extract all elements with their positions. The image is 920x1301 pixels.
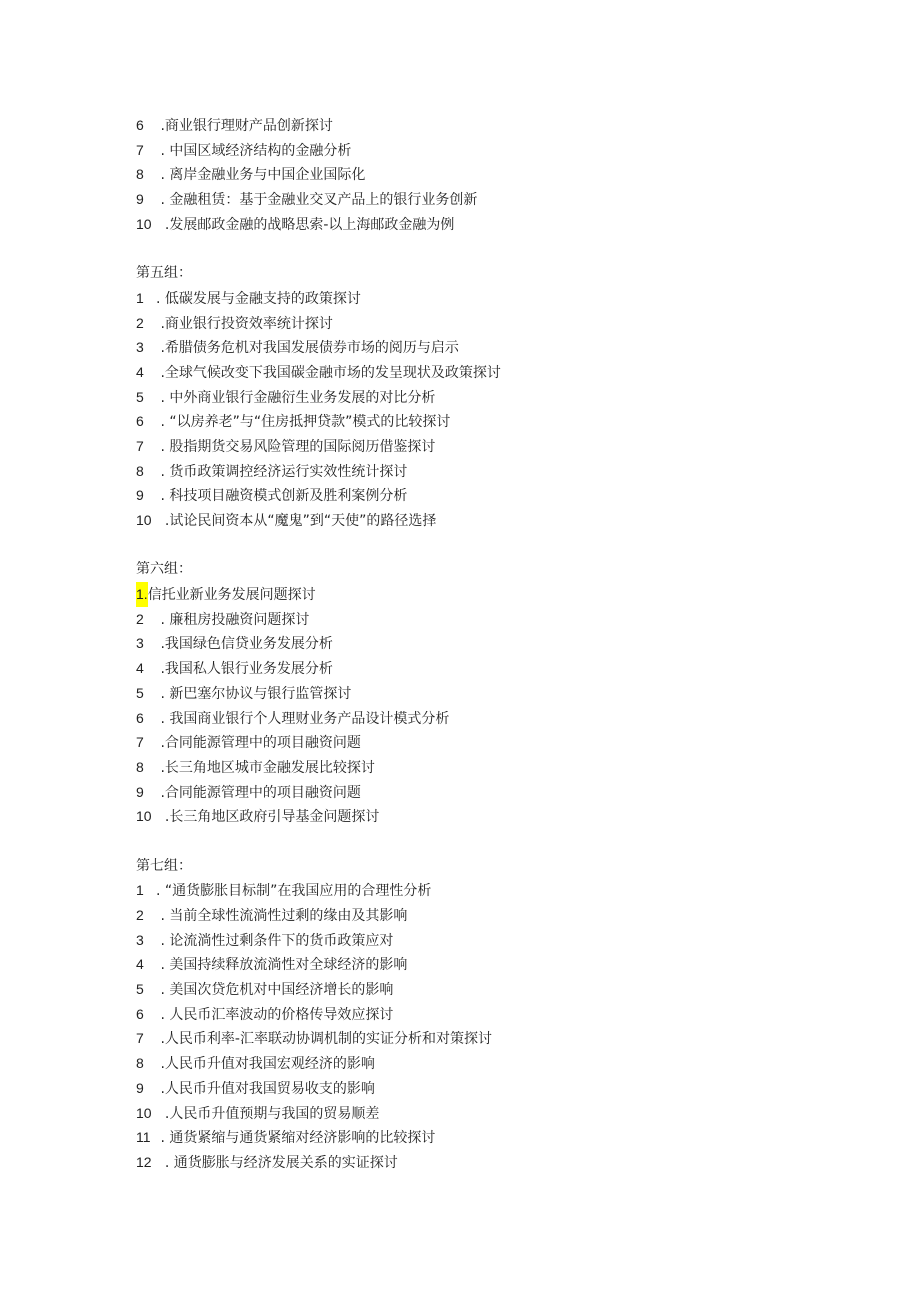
- item-title: 信托业新业务发展问题探讨: [147, 587, 316, 604]
- item-title: . 股指期货交易风险管理的国际阅历借鉴探讨: [156, 438, 436, 455]
- item-title: .人民币升值对我国宏观经济的影响: [156, 1056, 375, 1073]
- item-title: . 美国次贷危机对中国经济增长的影响: [156, 982, 394, 999]
- list-item: [136, 681, 836, 706]
- item-number: 3: [136, 931, 144, 948]
- item-number: 2: [136, 907, 144, 923]
- item-title: . 科技项目融资模式创新及胜利案例分析: [156, 488, 408, 505]
- item-title: . 离岸金融业务与中国企业国际化: [156, 167, 366, 184]
- list-item: [136, 409, 836, 434]
- item-number: 5: [136, 684, 144, 701]
- item-number: 9: [136, 783, 144, 800]
- item-title: .合同能源管理中的项目融资问题: [156, 735, 361, 752]
- item-title: . 中国区域经济结构的金融分析: [156, 142, 352, 159]
- item-number: 1.: [136, 582, 148, 607]
- list-item: [136, 434, 836, 459]
- item-title: . 通货膨胀与经济发展关系的实证探讨: [156, 1154, 398, 1171]
- item-title: . 低碳发展与金融支持的政策探讨: [156, 290, 361, 307]
- list-item: [136, 730, 836, 755]
- item-number: 4: [136, 660, 144, 677]
- item-number: 3: [136, 635, 144, 652]
- item-title: .发展邮政金融的战略思索-以上海邮政金融为例: [156, 216, 455, 233]
- item-title: .试论民间资本从“魔鬼”到“天使”的路径选择: [156, 513, 437, 529]
- item-number: 6: [136, 117, 144, 133]
- list-item: [136, 977, 836, 1002]
- item-number: 1: [136, 882, 144, 899]
- item-number: 11: [136, 1129, 151, 1146]
- item-title: . “以房养老”与“住房抵押贷款”模式的比较探讨: [156, 414, 451, 431]
- list-item: [136, 755, 836, 780]
- item-number: 10: [136, 808, 152, 825]
- item-title: . “通货膨胀目标制”在我国应用的合理性分析: [156, 883, 432, 900]
- list-item: [136, 162, 836, 187]
- list-item: [136, 138, 836, 163]
- list-item: [136, 952, 836, 977]
- list-item: [136, 508, 836, 533]
- item-title: .我国私人银行业务发展分析: [156, 661, 333, 678]
- item-title: .我国绿色信贷业务发展分析: [156, 636, 333, 653]
- item-title: . 论流淌性过剩条件下的货币政策应对: [156, 932, 394, 949]
- list-item: [136, 360, 836, 385]
- group-heading: 第五组：: [136, 265, 192, 282]
- item-number: 8: [136, 462, 144, 479]
- item-title: .人民币升值预期与我国的贸易顺差: [156, 1105, 380, 1122]
- item-number: 8: [136, 1055, 144, 1072]
- list-item: [136, 780, 836, 805]
- item-number: 4: [136, 363, 144, 380]
- item-number: 6: [136, 1005, 144, 1022]
- item-title: . 金融租赁：基于金融业交叉产品上的银行业务创新: [156, 192, 478, 209]
- item-number: 1: [136, 289, 144, 306]
- list-item: [136, 706, 836, 731]
- list-item: [136, 1051, 836, 1076]
- list-item: [136, 1076, 836, 1101]
- list-item: [136, 335, 836, 360]
- list-item: [136, 1125, 836, 1150]
- blank-line: [136, 533, 836, 558]
- list-item: [136, 804, 836, 829]
- item-title: . 通货紧缩与通货紧缩对经济影响的比较探讨: [156, 1130, 436, 1147]
- item-number: 7: [136, 734, 144, 751]
- list-item: [136, 903, 836, 928]
- item-number: 4: [136, 956, 144, 973]
- item-title: .希腊债务危机对我国发展债券市场的阅历与启示: [156, 340, 459, 357]
- item-title: . 货币政策调控经济运行实效性统计探讨: [156, 463, 408, 480]
- item-number: 3: [136, 339, 144, 356]
- list-item: [136, 607, 836, 632]
- list-item: [136, 212, 836, 237]
- list-item: [136, 385, 836, 410]
- item-number: 9: [136, 1079, 144, 1096]
- list-item: [136, 631, 836, 656]
- list-item: [136, 311, 836, 336]
- document-body: [136, 113, 836, 1175]
- item-number: 5: [136, 981, 144, 998]
- list-item: [136, 483, 836, 508]
- item-title: . 中外商业银行金融衍生业务发展的对比分析: [156, 389, 436, 406]
- item-title: .人民币升值对我国贸易收支的影响: [156, 1080, 375, 1097]
- group-heading: 第七组：: [136, 857, 192, 874]
- item-number: 10: [136, 1104, 152, 1121]
- item-number: 7: [136, 437, 144, 454]
- item-number: 6: [136, 709, 144, 726]
- item-title: .长三角地区城市金融发展比较探讨: [156, 759, 375, 776]
- item-number: 9: [136, 191, 144, 208]
- item-number: 6: [136, 413, 144, 430]
- item-title: . 我国商业银行个人理财业务产品设计模式分析: [156, 710, 450, 727]
- blank-line: [136, 236, 836, 261]
- item-title: . 廉租房投融资问题探讨: [156, 611, 310, 628]
- item-number: 7: [136, 1030, 144, 1047]
- list-item: [136, 656, 836, 681]
- item-title: . 当前全球性流淌性过剩的缘由及其影响: [156, 908, 408, 924]
- item-number: 8: [136, 758, 144, 775]
- item-title: . 美国持续释放流淌性对全球经济的影响: [156, 957, 408, 974]
- item-number: 8: [136, 166, 144, 183]
- list-item: [136, 286, 836, 311]
- item-title: .商业银行投资效率统计探讨: [156, 315, 333, 332]
- item-number: 7: [136, 141, 144, 158]
- item-title: .合同能源管理中的项目融资问题: [156, 784, 361, 801]
- list-item: [136, 459, 836, 484]
- item-number: 9: [136, 487, 144, 504]
- item-title: . 新巴塞尔协议与银行监管探讨: [156, 685, 352, 702]
- list-item: [136, 928, 836, 953]
- item-number: 10: [136, 512, 152, 528]
- list-item: [136, 1026, 836, 1051]
- list-item: [136, 1150, 836, 1175]
- item-title: . 人民币汇率波动的价格传导效应探讨: [156, 1006, 394, 1023]
- item-title: .人民币利率-汇率联动协调机制的实证分析和对策探讨: [156, 1031, 492, 1048]
- list-item: [136, 878, 836, 903]
- item-number: 2: [136, 610, 144, 627]
- item-title: .全球气候改变下我国碳金融市场的发呈现状及政策探讨: [156, 364, 501, 381]
- list-item: [136, 1101, 836, 1126]
- item-number: 5: [136, 388, 144, 405]
- item-number: 2: [136, 314, 144, 331]
- item-number: 10: [136, 215, 152, 232]
- item-number: 12: [136, 1153, 152, 1170]
- list-item: [136, 187, 836, 212]
- list-item: [136, 582, 836, 607]
- item-title: .长三角地区政府引导基金问题探讨: [156, 809, 380, 826]
- item-title: .商业银行理财产品创新探讨: [156, 118, 333, 134]
- list-item: [136, 113, 836, 138]
- group-heading: 第六组：: [136, 561, 192, 578]
- blank-line: [136, 829, 836, 854]
- list-item: [136, 1002, 836, 1027]
